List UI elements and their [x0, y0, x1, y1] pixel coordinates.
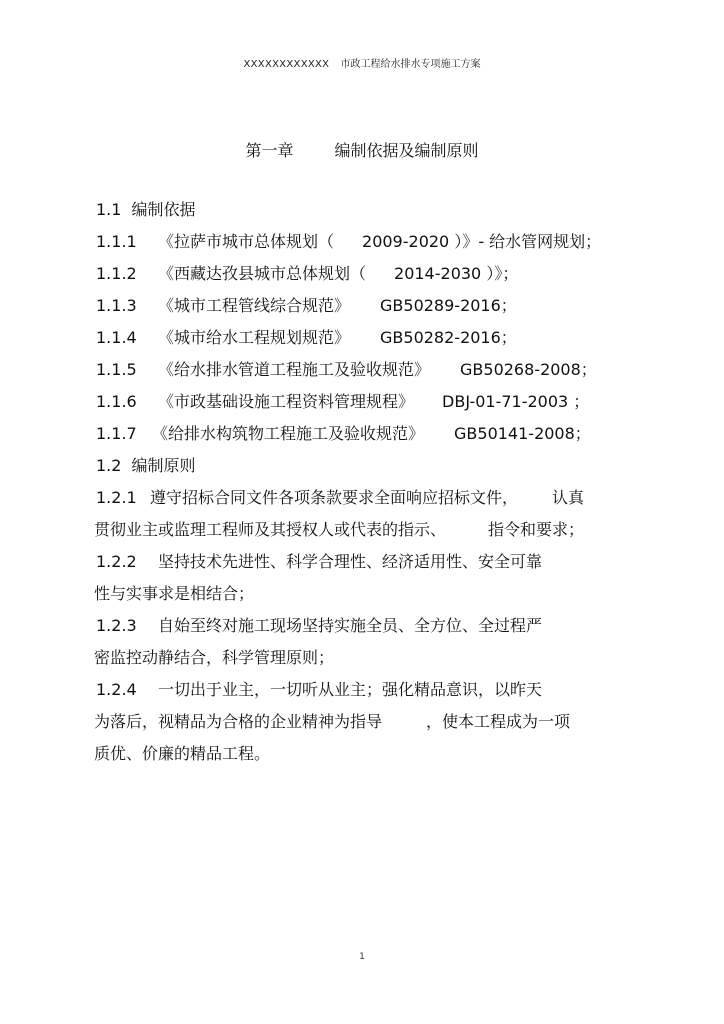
list-item: 1.2.3 自始至终对施工现场坚持实施全员、全方位、全过程严 — [96, 616, 543, 635]
chapter-title — [0, 138, 724, 161]
header-code: XXXXXXXXXXXX — [243, 59, 330, 70]
list-item: 1.1.3 《城市工程管线综合规范》 GB50289-2016； — [96, 296, 517, 315]
list-item: 1.1.5 《给水排水管道工程施工及验收规范》 GB50268-2008； — [96, 360, 597, 379]
chapter-number: 第一章 — [245, 141, 294, 160]
list-item: 1.1.7 《给排水构筑物工程施工及验收规范》 GB50141-2008； — [96, 424, 591, 443]
list-item: 1.1.2 《西藏达孜县城市总体规划（ 2014-2030 ）》； — [96, 264, 519, 283]
list-item: 1.2.2 坚持技术先进性、科学合理性、经济适用性、安全可靠 — [96, 552, 543, 571]
list-item-continuation: 密监控动静结合，科学管理原则； — [94, 648, 335, 667]
list-item: 1.2.4 一切出于业主，一切听从业主；强化精品意识，以昨天 — [96, 680, 543, 699]
list-item: 1.1.6 《市政基础设施工程资料管理规程》 DBJ-01-71-2003 ； — [96, 392, 590, 411]
chapter-name: 编制依据及编制原则 — [334, 141, 479, 160]
section-heading-1-1: 1.1 编制依据 — [96, 200, 196, 219]
list-item-continuation: 为落后，视精品为合格的企业精神为指导 ，使本工程成为一项 — [94, 712, 571, 731]
page-header — [0, 55, 724, 70]
list-item: 1.1.1 《拉萨市城市总体规划（ 2009-2020 ）》- 给水管网规划； — [96, 232, 602, 251]
list-item: 1.1.4 《城市给水工程规划规范》 GB50282-2016； — [96, 328, 517, 347]
list-item-continuation: 贯彻业主或监理工程师及其授权人或代表的指示、 指令和要求； — [94, 520, 585, 539]
header-title: 市政工程给水排水专项施工方案 — [340, 59, 481, 70]
list-item-continuation: 性与实事求是相结合； — [94, 584, 255, 603]
page-number: 1 — [359, 952, 365, 962]
list-item-continuation: 质优、价廉的精品工程。 — [94, 744, 271, 763]
section-heading-1-2: 1.2 编制原则 — [96, 456, 196, 475]
list-item: 1.2.1 遵守招标合同文件各项条款要求全面响应招标文件， 认真 — [96, 488, 585, 507]
